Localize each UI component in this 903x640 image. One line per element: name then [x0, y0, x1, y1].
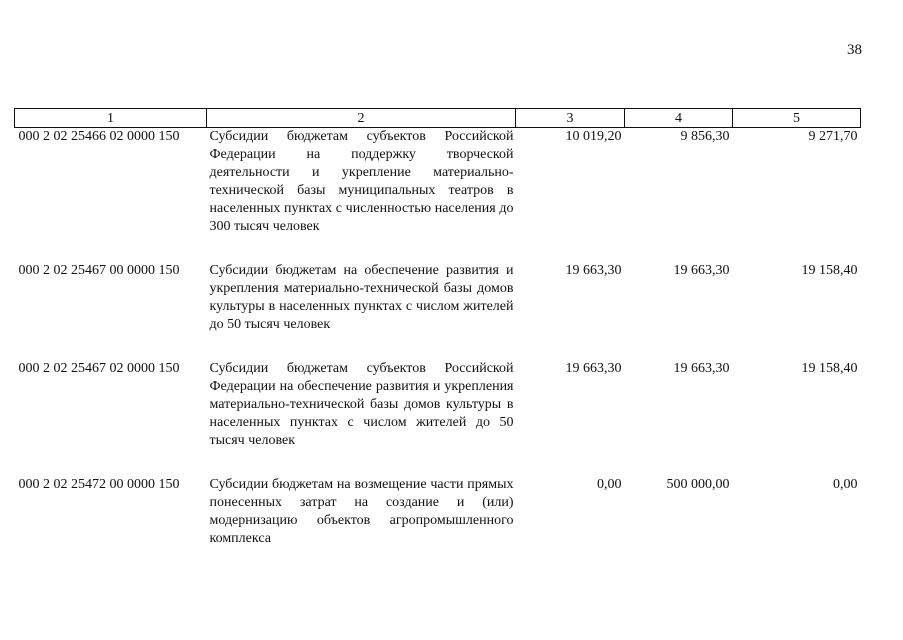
budget-table	[14, 108, 861, 556]
cell-col4: 500 000,00	[666, 477, 730, 492]
table-row	[15, 128, 861, 263]
page-number: 38	[847, 42, 862, 58]
cell-col5: 0,00	[833, 477, 858, 492]
cell-description: Субсидии бюджетам на возмещение части прямых понесенных затрат на создание и (или) модернизацию объектов агропромышленного комплекса	[209, 477, 514, 546]
table-row	[15, 262, 861, 360]
header-col-5: 5	[733, 109, 861, 128]
header-col-4: 4	[625, 109, 733, 128]
cell-description: Субсидии бюджетам субъектов Российской Федерации на поддержку творческой деятельности и укрепление материально-технической базы муниципальных театров в населенных пунктах с численностью населения до 300 тысяч человек	[209, 129, 514, 234]
cell-col3: 0,00	[597, 477, 622, 492]
cell-col4: 19 663,30	[673, 361, 730, 376]
cell-col4: 9 856,30	[680, 129, 730, 144]
cell-col3: 19 663,30	[565, 361, 622, 376]
table-header	[15, 109, 861, 128]
cell-col5: 9 271,70	[808, 129, 858, 144]
cell-code: 000 2 02 25467 02 0000 150	[18, 361, 180, 376]
header-row	[15, 109, 861, 128]
cell-col3: 10 019,20	[565, 129, 622, 144]
cell-description: Субсидии бюджетам субъектов Российской Федерации на обеспечение развития и укрепления материально-технической базы домов культуры в населенных пунктах с числом жителей до 50 тысяч человек	[209, 361, 514, 448]
header-col-2: 2	[207, 109, 516, 128]
header-col-3: 3	[516, 109, 625, 128]
table-row	[15, 360, 861, 476]
cell-col3: 19 663,30	[565, 263, 622, 278]
cell-col5: 19 158,40	[801, 361, 858, 376]
table-row	[15, 476, 861, 556]
cell-code: 000 2 02 25472 00 0000 150	[18, 477, 180, 492]
header-col-1: 1	[15, 109, 207, 128]
cell-col4: 19 663,30	[673, 263, 730, 278]
cell-code: 000 2 02 25466 02 0000 150	[18, 129, 180, 144]
cell-description: Субсидии бюджетам на обеспечение развития и укрепления материально-технической базы домов культуры в населенных пунктах с числом жителей до 50 тысяч человек	[209, 263, 514, 332]
table-body	[15, 128, 861, 557]
cell-col5: 19 158,40	[801, 263, 858, 278]
cell-code: 000 2 02 25467 00 0000 150	[18, 263, 180, 278]
